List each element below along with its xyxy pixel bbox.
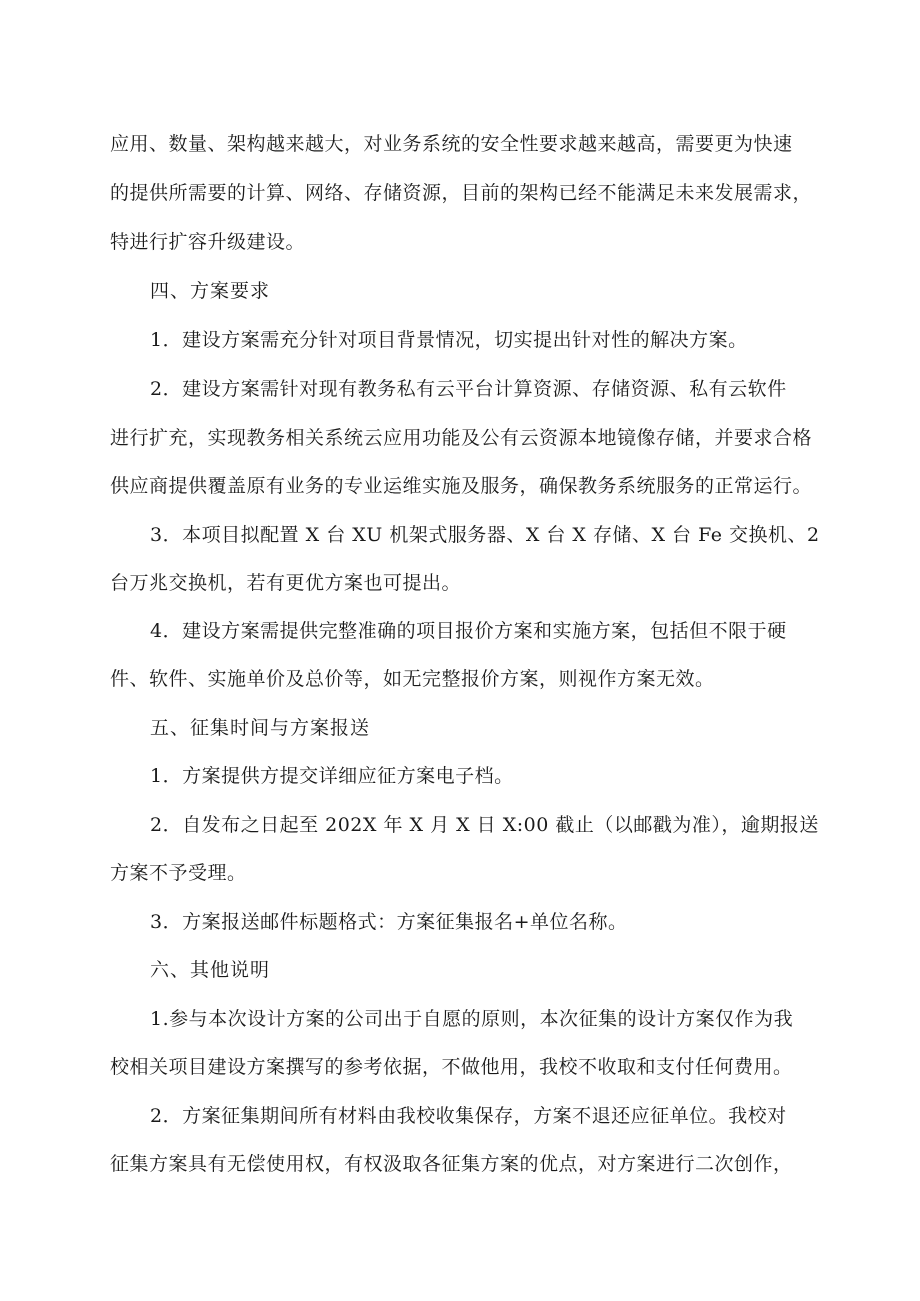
list-item: 2．方案征集期间所有材料由我校收集保存，方案不退还应征单位。我校对 [150, 1105, 787, 1127]
section-heading-submission: 五、征集时间与方案报送 [150, 717, 371, 739]
list-item: 3．本项目拟配置 X 台 XU 机架式服务器、X 台 X 存储、X 台 Fe 交换机、2 [150, 524, 820, 546]
section-heading-requirements: 四、方案要求 [150, 280, 271, 302]
section-heading-other: 六、其他说明 [150, 959, 271, 981]
paragraph-line: 进行扩充，实现教务相关系统云应用功能及公有云资源本地镜像存储，并要求合格 [110, 427, 813, 449]
paragraph-line: 特进行扩容升级建设。 [110, 231, 306, 253]
list-item: 1．方案提供方提交详细应征方案电子档。 [150, 765, 514, 787]
paragraph-line: 件、软件、实施单价及总价等，如无完整报价方案，则视作方案无效。 [110, 668, 715, 690]
paragraph-line: 台万兆交换机，若有更优方案也可提出。 [110, 572, 462, 594]
list-item: 2．建设方案需针对现有教务私有云平台计算资源、存储资源、私有云软件 [150, 378, 787, 400]
paragraph-line: 方案不予受理。 [110, 862, 247, 884]
list-item: 3．方案报送邮件标题格式：方案征集报名+单位名称。 [150, 911, 628, 933]
paragraph-line: 校相关项目建设方案撰写的参考依据，不做他用，我校不收取和支付任何费用。 [110, 1056, 793, 1078]
list-item: 2．自发布之日起至 202X 年 X 月 X 日 X:00 截止（以邮戳为准），逾期报送 [150, 814, 819, 836]
list-item: 1.参与本次设计方案的公司出于自愿的原则，本次征集的设计方案仅作为我 [150, 1008, 794, 1030]
paragraph-line: 应用、数量、架构越来越大，对业务系统的安全性要求越来越高，需要更为快速 [110, 133, 793, 155]
paragraph-line: 供应商提供覆盖原有业务的专业运维实施及服务，确保教务系统服务的正常运行。 [110, 475, 813, 497]
list-item: 1．建设方案需充分针对项目背景情况，切实提出针对性的解决方案。 [150, 329, 748, 351]
paragraph-line: 的提供所需要的计算、网络、存储资源，目前的架构已经不能满足未来发展需求， [110, 182, 813, 204]
paragraph-line: 征集方案具有无偿使用权，有权汲取各征集方案的优点，对方案进行二次创作， [110, 1153, 793, 1175]
list-item: 4．建设方案需提供完整准确的项目报价方案和实施方案，包括但不限于硬 [150, 620, 787, 642]
